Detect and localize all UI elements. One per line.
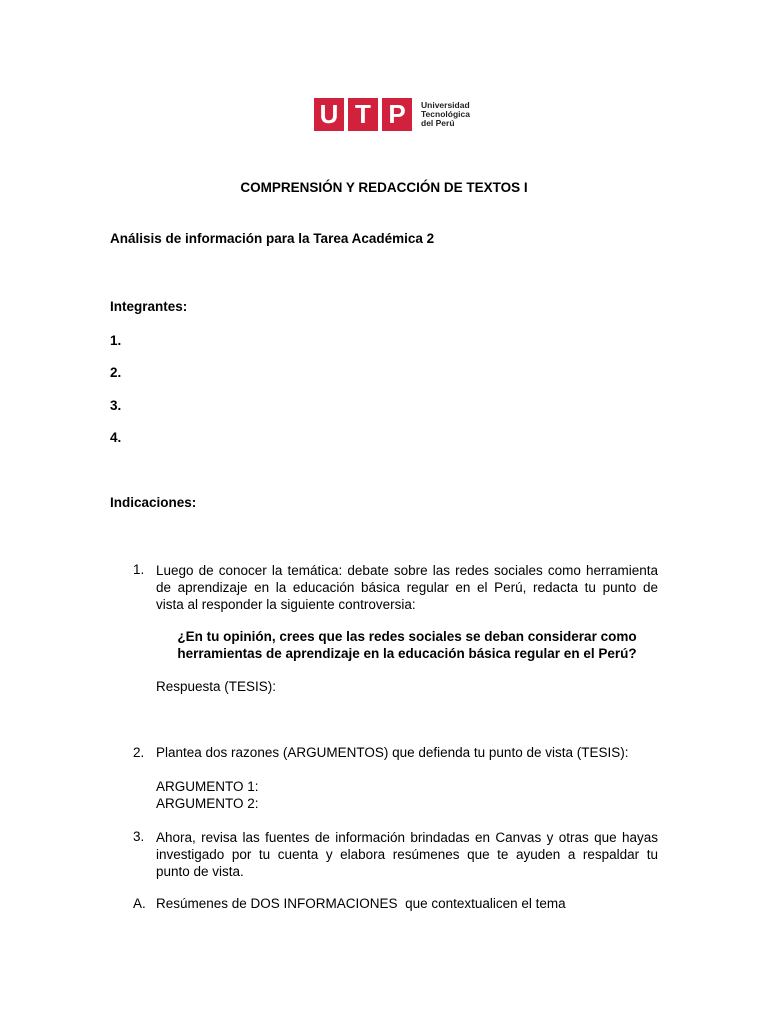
- instructions-label: Indicaciones:: [110, 495, 197, 510]
- instruction-3-text: [156, 829, 658, 880]
- instruction-1-line-1: Luego de conocer la temática: debate sobre las redes sociales como herramienta: [156, 563, 658, 578]
- argument-2-label: ARGUMENTO 2:: [156, 796, 259, 811]
- utp-logo: [314, 98, 470, 131]
- instruction-a-text: Resúmenes de DOS INFORMACIONES que contextualicen el tema: [156, 896, 566, 911]
- controversy-question: [160, 628, 654, 662]
- instruction-1-line-2: de aprendizaje en la educación básica regular en el Perú, redacta tu punto de: [156, 580, 658, 595]
- logo-text: [421, 101, 470, 128]
- instruction-3-line-1: Ahora, revisa las fuentes de información brindadas en Canvas y otras que hayas: [156, 830, 658, 845]
- member-item-4: 4.: [110, 430, 122, 445]
- instruction-3-line-3: punto de vista.: [156, 864, 244, 879]
- course-title: COMPRENSIÓN Y REDACCIÓN DE TEXTOS I: [240, 180, 528, 195]
- member-item-1: 1.: [110, 333, 122, 348]
- argument-1-label: ARGUMENTO 1:: [156, 779, 259, 794]
- instruction-a-letter: A.: [133, 896, 146, 911]
- instruction-1-line-3: vista al responder la siguiente controversia:: [156, 597, 416, 612]
- members-label: Integrantes:: [110, 299, 188, 314]
- logo-text-line-2: Tecnológica: [421, 109, 470, 119]
- member-item-2: 2.: [110, 365, 122, 380]
- thesis-answer-label: Respuesta (TESIS):: [156, 679, 277, 694]
- instruction-2-number: 2.: [133, 745, 145, 760]
- logo-letters: [314, 98, 412, 131]
- instruction-1-text: [156, 562, 658, 613]
- logo-text-line-1: Universidad: [421, 100, 470, 110]
- question-line-1: ¿En tu opinión, crees que las redes sociales se deban considerar como: [177, 629, 637, 644]
- instruction-3-line-2: investigado por tu cuenta y elabora resúmenes que te ayuden a respaldar tu: [156, 847, 658, 862]
- logo-letter-u: U: [314, 98, 344, 131]
- instruction-3-number: 3.: [133, 829, 145, 844]
- instruction-1-number: 1.: [133, 562, 145, 577]
- logo-text-line-3: del Perú: [421, 118, 455, 128]
- document-subtitle: Análisis de información para la Tarea Académica 2: [110, 231, 435, 246]
- member-item-3: 3.: [110, 398, 122, 413]
- logo-letter-p: P: [382, 98, 412, 131]
- instruction-2-text: Plantea dos razones (ARGUMENTOS) que defienda tu punto de vista (TESIS):: [156, 745, 629, 760]
- question-line-2: herramientas de aprendizaje en la educación básica regular en el Perú?: [177, 646, 637, 661]
- logo-letter-t: T: [348, 98, 378, 131]
